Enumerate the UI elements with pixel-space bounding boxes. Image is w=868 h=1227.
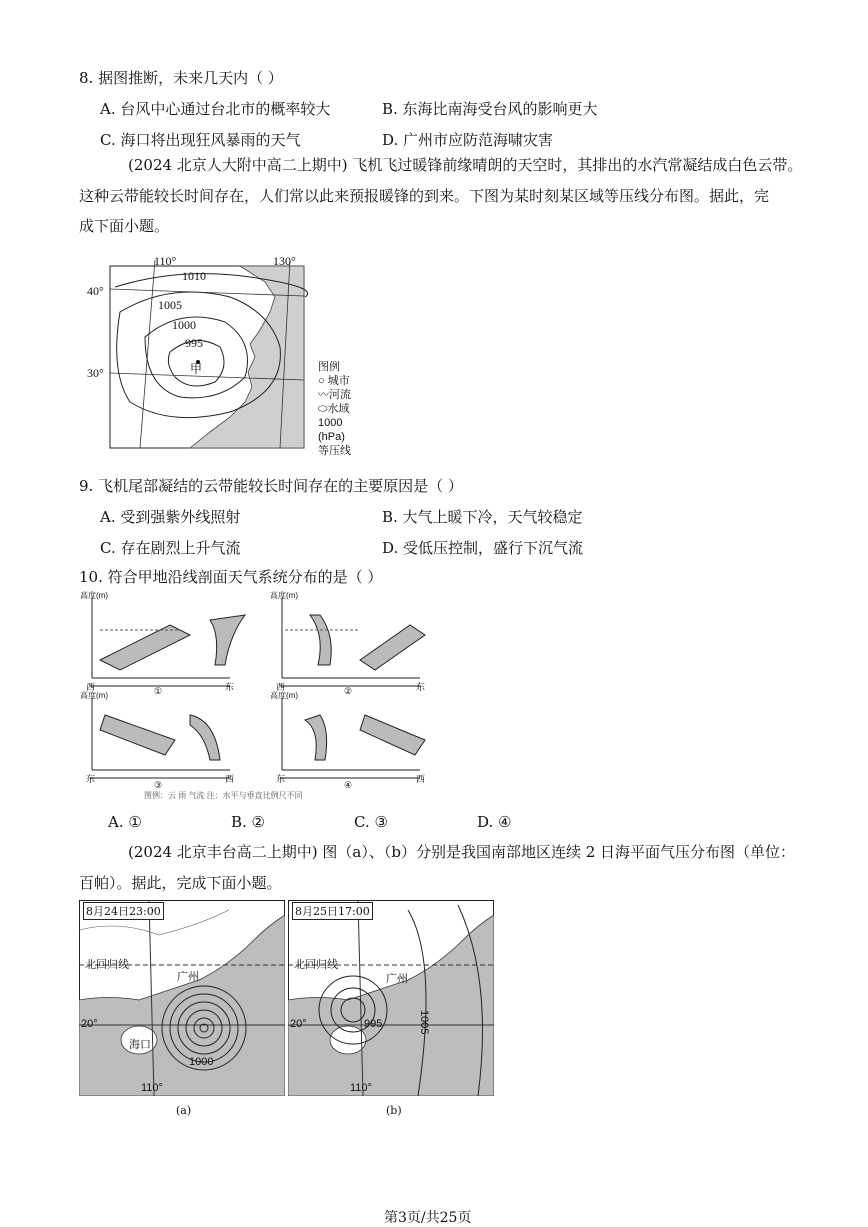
q9-option-b: B. 大气上暖下冷，天气较稳定	[382, 508, 583, 526]
panel-2-graphic	[280, 598, 425, 686]
panel-1-left: 西	[86, 682, 96, 692]
map-b-city: 广州	[386, 973, 408, 985]
q9-option-c: C. 存在剧烈上升气流	[100, 539, 241, 557]
passage2-line-1: (2024 北京丰台高二上期中) 图（a）、（b）分别是我国南部地区连续 2 日海平面气压分布图（单位：	[128, 843, 796, 861]
passage1-line-3: 成下面小题。	[79, 217, 170, 235]
panel-4-ylabel: 高度(m)	[270, 691, 298, 700]
map-b-lon: 110°	[350, 1082, 372, 1094]
q9-option-a: A. 受到强紫外线照射	[100, 508, 241, 526]
panel-2-id: ②	[344, 686, 353, 696]
city-icon: ○	[318, 375, 325, 387]
panel-3-left: 东	[86, 774, 96, 784]
pressure-map-a	[79, 900, 285, 1096]
map1-legend: 图例 ○ 城市 〰河流 ⬭水域 1000 (hPa) 等压线	[318, 361, 351, 457]
isobar-label-1000: 1000	[172, 318, 196, 332]
panel-3-ylabel: 高度(m)	[80, 691, 108, 700]
panel-4-left: 东	[276, 774, 286, 784]
panel-2-ylabel: 高度(m)	[270, 591, 298, 600]
map-b-lat: 20°	[290, 1018, 307, 1030]
cross-section-figure	[80, 590, 440, 805]
panel-3-id: ③	[154, 780, 163, 790]
panel-3-right: 西	[225, 774, 235, 784]
q9-stem: 9. 飞机尾部凝结的云带能较长时间存在的主要原因是（ ）	[79, 477, 463, 495]
isobar-map	[80, 252, 370, 457]
map-a-caption: (a)	[176, 1104, 192, 1117]
lat-label-40: 40°	[87, 284, 104, 298]
map-b-caption: (b)	[386, 1104, 402, 1117]
lon-label-130: 130°	[273, 254, 296, 268]
water-icon: ⬭	[318, 403, 328, 415]
isobar-label-995: 995	[185, 336, 203, 350]
panel-2-left: 西	[276, 682, 286, 692]
map-a-lon: 110°	[141, 1082, 163, 1094]
panel-3-graphic	[90, 698, 230, 778]
q8-option-c: C. 海口将出现狂风暴雨的天气	[100, 131, 301, 149]
q9-option-d: D. 受低压控制，盛行下沉气流	[382, 539, 584, 557]
passage2-line-2: 百帕）。据此，完成下面小题。	[79, 874, 282, 892]
map-b-isobar-995: 995	[364, 1018, 383, 1030]
panel-1-id: ①	[154, 686, 163, 696]
q8-option-d: D. 广州市应防范海啸灾害	[382, 131, 554, 149]
river-icon: 〰	[318, 389, 329, 401]
lon-label-110: 110°	[154, 254, 177, 268]
panel-2-right: 东	[416, 682, 426, 692]
map-b-time: 8月25日17:00	[292, 902, 373, 920]
q10-option-a: A. ①	[108, 813, 142, 831]
legend-title: 图例	[318, 361, 340, 373]
panel-4-id: ④	[344, 780, 353, 790]
map-a-city: 广州	[177, 971, 199, 983]
passage1-line-1: (2024 北京人大附中高二上期中) 飞机飞过暖锋前缘晴朗的天空时，其排出的水汽常凝结成白色云带。	[128, 156, 803, 174]
panel-4-right: 西	[416, 774, 426, 784]
map-a-island: 海口	[129, 1039, 151, 1051]
map-b-isobar-1005: 1005	[418, 1010, 430, 1035]
panel-1-right: 东	[225, 682, 235, 692]
q8-stem: 8. 据图推断，未来几天内（ ）	[79, 69, 283, 87]
q10-stem: 10. 符合甲地沿线剖面天气系统分布的是（ ）	[79, 568, 383, 586]
q10-option-c: C. ③	[354, 813, 388, 831]
panel-4-graphic	[280, 698, 425, 778]
page-footer: 第3页/共25页	[384, 1210, 472, 1226]
q8-option-a: A. 台风中心通过台北市的概率较大	[100, 100, 331, 118]
map-a-isobar: 1000	[189, 1056, 214, 1068]
passage1-line-2: 这种云带能较长时间存在，人们常以此来预报暖锋的到来。下图为某时刻某区域等压线分布图。据此，完	[79, 187, 770, 205]
map-a-tropic: 北回归线	[85, 959, 129, 971]
q10-option-d: D. ④	[477, 813, 512, 831]
pressure-map-b	[288, 900, 494, 1096]
point-jia: 甲	[190, 362, 203, 376]
q8-option-b: B. 东海比南海受台风的影响更大	[382, 100, 598, 118]
panel-1-ylabel: 高度(m)	[80, 591, 108, 600]
q10-option-b: B. ②	[231, 813, 266, 831]
map-b-tropic: 北回归线	[294, 959, 338, 971]
isobar-label-1010: 1010	[182, 269, 206, 283]
cross-section-legend: 图例：云 雨 气流 注：水平与垂直比例尺不同	[144, 791, 303, 800]
map-a-time: 8月24日23:00	[83, 902, 164, 920]
map-a-lat: 20°	[81, 1018, 98, 1030]
panel-1-graphic	[90, 598, 245, 686]
isobar-label-1005: 1005	[158, 298, 182, 312]
lat-label-30: 30°	[87, 366, 104, 380]
